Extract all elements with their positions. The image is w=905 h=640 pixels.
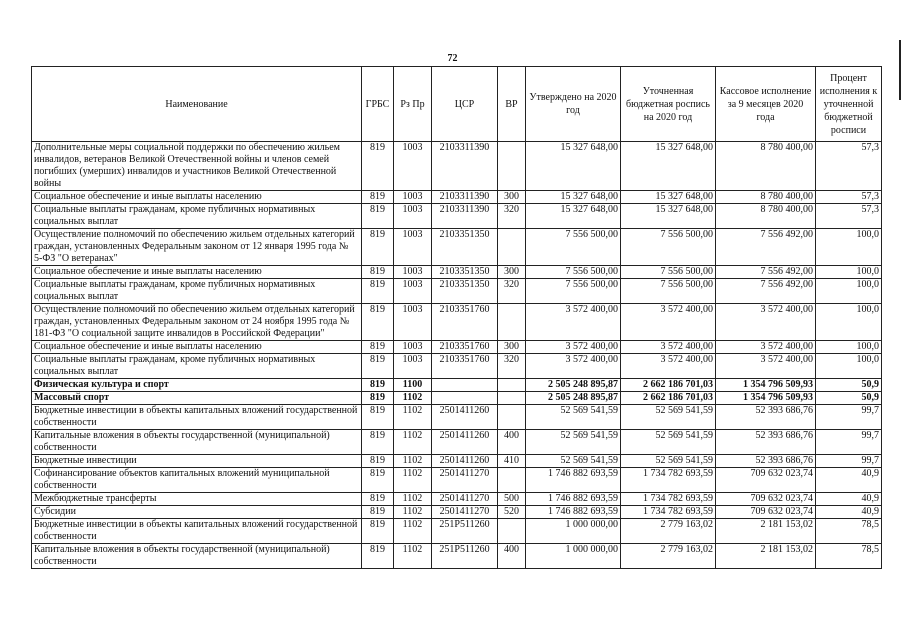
cell-csr: 2103311390: [432, 191, 498, 204]
cell-name: Социальное обеспечение и иные выплаты населению: [32, 191, 362, 204]
table-row: [32, 304, 882, 341]
header-cash: Кассовое исполнение за 9 месяцев 2020 года: [716, 67, 816, 142]
cell-refined: 2 779 163,02: [621, 544, 716, 569]
cell-cash: 7 556 492,00: [716, 266, 816, 279]
cell-name: Субсидии: [32, 506, 362, 519]
cell-approved: 7 556 500,00: [526, 279, 621, 304]
cell-grbs: 819: [362, 405, 394, 430]
cell-rzpr: 1102: [394, 493, 432, 506]
cell-percent: 40,9: [816, 506, 882, 519]
header-percent: Процент исполнения к уточненной бюджетной росписи: [816, 67, 882, 142]
cell-grbs: 819: [362, 493, 394, 506]
cell-csr: [432, 379, 498, 392]
cell-rzpr: 1003: [394, 304, 432, 341]
cell-grbs: 819: [362, 204, 394, 229]
cell-rzpr: 1003: [394, 266, 432, 279]
cell-approved: 3 572 400,00: [526, 354, 621, 379]
header-csr: ЦСР: [432, 67, 498, 142]
cell-grbs: 819: [362, 392, 394, 405]
cell-name: Межбюджетные трансферты: [32, 493, 362, 506]
cell-cash: 52 393 686,76: [716, 455, 816, 468]
cell-refined: 15 327 648,00: [621, 191, 716, 204]
cell-name: Социальное обеспечение и иные выплаты населению: [32, 266, 362, 279]
cell-csr: 2501411260: [432, 405, 498, 430]
cell-csr: 2501411270: [432, 493, 498, 506]
cell-csr: 2103351350: [432, 279, 498, 304]
cell-refined: 52 569 541,59: [621, 430, 716, 455]
header-row: [32, 67, 882, 142]
cell-approved: 3 572 400,00: [526, 341, 621, 354]
cell-refined: 2 662 186 701,03: [621, 379, 716, 392]
cell-percent: 100,0: [816, 279, 882, 304]
cell-percent: 57,3: [816, 204, 882, 229]
table-row: [32, 279, 882, 304]
header-name: Наименование: [32, 67, 362, 142]
table-row: [32, 204, 882, 229]
table-row: [32, 379, 882, 392]
cell-cash: 709 632 023,74: [716, 468, 816, 493]
cell-csr: 2501411260: [432, 430, 498, 455]
cell-approved: 1 746 882 693,59: [526, 493, 621, 506]
table-body: [32, 142, 882, 569]
cell-cash: 8 780 400,00: [716, 204, 816, 229]
cell-csr: 2501411270: [432, 506, 498, 519]
table-row: [32, 191, 882, 204]
cell-percent: 100,0: [816, 229, 882, 266]
cell-approved: 7 556 500,00: [526, 266, 621, 279]
cell-csr: [432, 392, 498, 405]
cell-name: Социальное обеспечение и иные выплаты населению: [32, 341, 362, 354]
cell-rzpr: 1003: [394, 204, 432, 229]
cell-rzpr: 1102: [394, 392, 432, 405]
cell-cash: 8 780 400,00: [716, 191, 816, 204]
cell-vr: 400: [498, 430, 526, 455]
cell-refined: 15 327 648,00: [621, 142, 716, 191]
cell-cash: 7 556 492,00: [716, 279, 816, 304]
cell-rzpr: 1003: [394, 142, 432, 191]
table-row: [32, 506, 882, 519]
cell-grbs: 819: [362, 519, 394, 544]
cell-vr: [498, 468, 526, 493]
cell-cash: 52 393 686,76: [716, 405, 816, 430]
cell-approved: 2 505 248 895,87: [526, 392, 621, 405]
cell-rzpr: 1102: [394, 468, 432, 493]
cell-vr: [498, 519, 526, 544]
cell-cash: 3 572 400,00: [716, 341, 816, 354]
cell-vr: 320: [498, 204, 526, 229]
cell-vr: 400: [498, 544, 526, 569]
cell-rzpr: 1003: [394, 191, 432, 204]
cell-approved: 1 746 882 693,59: [526, 506, 621, 519]
cell-approved: 1 000 000,00: [526, 519, 621, 544]
cell-grbs: 819: [362, 379, 394, 392]
cell-vr: 300: [498, 341, 526, 354]
cell-approved: 1 000 000,00: [526, 544, 621, 569]
table-row: [32, 405, 882, 430]
cell-rzpr: 1102: [394, 430, 432, 455]
cell-vr: [498, 229, 526, 266]
cell-vr: 300: [498, 191, 526, 204]
cell-grbs: 819: [362, 304, 394, 341]
table-row: [32, 544, 882, 569]
cell-cash: 709 632 023,74: [716, 506, 816, 519]
cell-csr: 2103351760: [432, 304, 498, 341]
cell-refined: 1 734 782 693,59: [621, 493, 716, 506]
cell-grbs: 819: [362, 191, 394, 204]
cell-cash: 52 393 686,76: [716, 430, 816, 455]
table-row: [32, 519, 882, 544]
cell-vr: [498, 304, 526, 341]
table-row: [32, 229, 882, 266]
cell-cash: 8 780 400,00: [716, 142, 816, 191]
cell-name: Социальные выплаты гражданам, кроме публичных нормативных социальных выплат: [32, 204, 362, 229]
cell-vr: 300: [498, 266, 526, 279]
cell-grbs: 819: [362, 266, 394, 279]
cell-name: Дополнительные меры социальной поддержки по обеспечению жильем инвалидов, ветеранов Великой Отечественной войны и членов семей погибших (умерших) инвалидов и участников Великой Отечественной войны: [32, 142, 362, 191]
cell-percent: 78,5: [816, 519, 882, 544]
cell-vr: 320: [498, 279, 526, 304]
cell-grbs: 819: [362, 354, 394, 379]
cell-rzpr: 1003: [394, 341, 432, 354]
cell-name: Бюджетные инвестиции в объекты капитальных вложений государственной собственности: [32, 519, 362, 544]
table-row: [32, 493, 882, 506]
cell-approved: 15 327 648,00: [526, 204, 621, 229]
cell-refined: 52 569 541,59: [621, 455, 716, 468]
cell-cash: 1 354 796 509,93: [716, 392, 816, 405]
cell-csr: 2103351350: [432, 266, 498, 279]
cell-vr: 500: [498, 493, 526, 506]
cell-csr: 2501411260: [432, 455, 498, 468]
header-rzpr: Рз Пр: [394, 67, 432, 142]
cell-name: Капитальные вложения в объекты государственной (муниципальной) собственности: [32, 430, 362, 455]
cell-rzpr: 1102: [394, 544, 432, 569]
cell-refined: 1 734 782 693,59: [621, 506, 716, 519]
cell-rzpr: 1102: [394, 455, 432, 468]
cell-approved: 52 569 541,59: [526, 430, 621, 455]
cell-approved: 1 746 882 693,59: [526, 468, 621, 493]
cell-cash: 709 632 023,74: [716, 493, 816, 506]
cell-name: Массовый спорт: [32, 392, 362, 405]
cell-name: Физическая культура и спорт: [32, 379, 362, 392]
cell-approved: 52 569 541,59: [526, 455, 621, 468]
cell-rzpr: 1102: [394, 519, 432, 544]
cell-percent: 50,9: [816, 379, 882, 392]
cell-approved: 7 556 500,00: [526, 229, 621, 266]
margin-edge-line: [899, 40, 901, 100]
cell-percent: 50,9: [816, 392, 882, 405]
cell-refined: 1 734 782 693,59: [621, 468, 716, 493]
cell-percent: 100,0: [816, 341, 882, 354]
cell-rzpr: 1102: [394, 506, 432, 519]
cell-approved: 52 569 541,59: [526, 405, 621, 430]
cell-name: Бюджетные инвестиции: [32, 455, 362, 468]
header-approved: Утверждено на 2020 год: [526, 67, 621, 142]
table-row: [32, 468, 882, 493]
cell-grbs: 819: [362, 142, 394, 191]
cell-vr: [498, 379, 526, 392]
cell-cash: 7 556 492,00: [716, 229, 816, 266]
cell-grbs: 819: [362, 468, 394, 493]
cell-grbs: 819: [362, 544, 394, 569]
table-row: [32, 354, 882, 379]
cell-cash: 3 572 400,00: [716, 304, 816, 341]
page-number: 72: [447, 53, 458, 64]
cell-percent: 99,7: [816, 430, 882, 455]
cell-name: Осуществление полномочий по обеспечению жильем отдельных категорий граждан, установленных Федеральным законом от 24 ноября 1995 года № 181-ФЗ "О социальной защите инвалидов в Российской Федерации": [32, 304, 362, 341]
cell-refined: 2 779 163,02: [621, 519, 716, 544]
table-row: [32, 430, 882, 455]
cell-csr: 2501411270: [432, 468, 498, 493]
table-row: [32, 266, 882, 279]
cell-cash: 1 354 796 509,93: [716, 379, 816, 392]
cell-vr: 520: [498, 506, 526, 519]
budget-execution-table: [31, 66, 882, 569]
cell-percent: 99,7: [816, 455, 882, 468]
cell-refined: 2 662 186 701,03: [621, 392, 716, 405]
cell-name: Социальные выплаты гражданам, кроме публичных нормативных социальных выплат: [32, 279, 362, 304]
cell-csr: 251P511260: [432, 519, 498, 544]
cell-refined: 15 327 648,00: [621, 204, 716, 229]
cell-name: Бюджетные инвестиции в объекты капитальных вложений государственной собственности: [32, 405, 362, 430]
cell-csr: 251P511260: [432, 544, 498, 569]
cell-refined: 52 569 541,59: [621, 405, 716, 430]
cell-percent: 100,0: [816, 354, 882, 379]
cell-rzpr: 1003: [394, 354, 432, 379]
cell-grbs: 819: [362, 455, 394, 468]
cell-csr: 2103311390: [432, 142, 498, 191]
table-row: [32, 341, 882, 354]
header-refined: Уточненная бюджетная роспись на 2020 год: [621, 67, 716, 142]
cell-vr: 320: [498, 354, 526, 379]
cell-refined: 7 556 500,00: [621, 279, 716, 304]
cell-name: Социальные выплаты гражданам, кроме публичных нормативных социальных выплат: [32, 354, 362, 379]
cell-refined: 7 556 500,00: [621, 266, 716, 279]
cell-name: Капитальные вложения в объекты государственной (муниципальной) собственности: [32, 544, 362, 569]
cell-approved: 3 572 400,00: [526, 304, 621, 341]
cell-refined: 3 572 400,00: [621, 354, 716, 379]
cell-percent: 99,7: [816, 405, 882, 430]
cell-vr: [498, 142, 526, 191]
cell-approved: 15 327 648,00: [526, 142, 621, 191]
cell-percent: 57,3: [816, 191, 882, 204]
cell-grbs: 819: [362, 229, 394, 266]
header-grbs: ГРБС: [362, 67, 394, 142]
cell-csr: 2103351760: [432, 341, 498, 354]
cell-percent: 40,9: [816, 493, 882, 506]
table-row: [32, 392, 882, 405]
cell-csr: 2103311390: [432, 204, 498, 229]
cell-name: Софинансирование объектов капитальных вложений муниципальной собственности: [32, 468, 362, 493]
cell-vr: 410: [498, 455, 526, 468]
cell-percent: 57,3: [816, 142, 882, 191]
cell-percent: 78,5: [816, 544, 882, 569]
cell-grbs: 819: [362, 279, 394, 304]
cell-grbs: 819: [362, 506, 394, 519]
cell-rzpr: 1003: [394, 229, 432, 266]
cell-cash: 2 181 153,02: [716, 519, 816, 544]
cell-refined: 3 572 400,00: [621, 304, 716, 341]
cell-cash: 2 181 153,02: [716, 544, 816, 569]
cell-csr: 2103351350: [432, 229, 498, 266]
cell-grbs: 819: [362, 341, 394, 354]
cell-rzpr: 1102: [394, 405, 432, 430]
cell-rzpr: 1003: [394, 279, 432, 304]
cell-csr: 2103351760: [432, 354, 498, 379]
cell-refined: 3 572 400,00: [621, 341, 716, 354]
cell-vr: [498, 405, 526, 430]
cell-grbs: 819: [362, 430, 394, 455]
cell-rzpr: 1100: [394, 379, 432, 392]
cell-percent: 100,0: [816, 304, 882, 341]
table-row: [32, 142, 882, 191]
cell-percent: 100,0: [816, 266, 882, 279]
cell-approved: 15 327 648,00: [526, 191, 621, 204]
cell-vr: [498, 392, 526, 405]
cell-percent: 40,9: [816, 468, 882, 493]
header-vr: ВР: [498, 67, 526, 142]
cell-name: Осуществление полномочий по обеспечению жильем отдельных категорий граждан, установленных Федеральным законом от 12 января 1995 года № 5-ФЗ "О ветеранах": [32, 229, 362, 266]
cell-cash: 3 572 400,00: [716, 354, 816, 379]
cell-refined: 7 556 500,00: [621, 229, 716, 266]
cell-approved: 2 505 248 895,87: [526, 379, 621, 392]
table-row: [32, 455, 882, 468]
